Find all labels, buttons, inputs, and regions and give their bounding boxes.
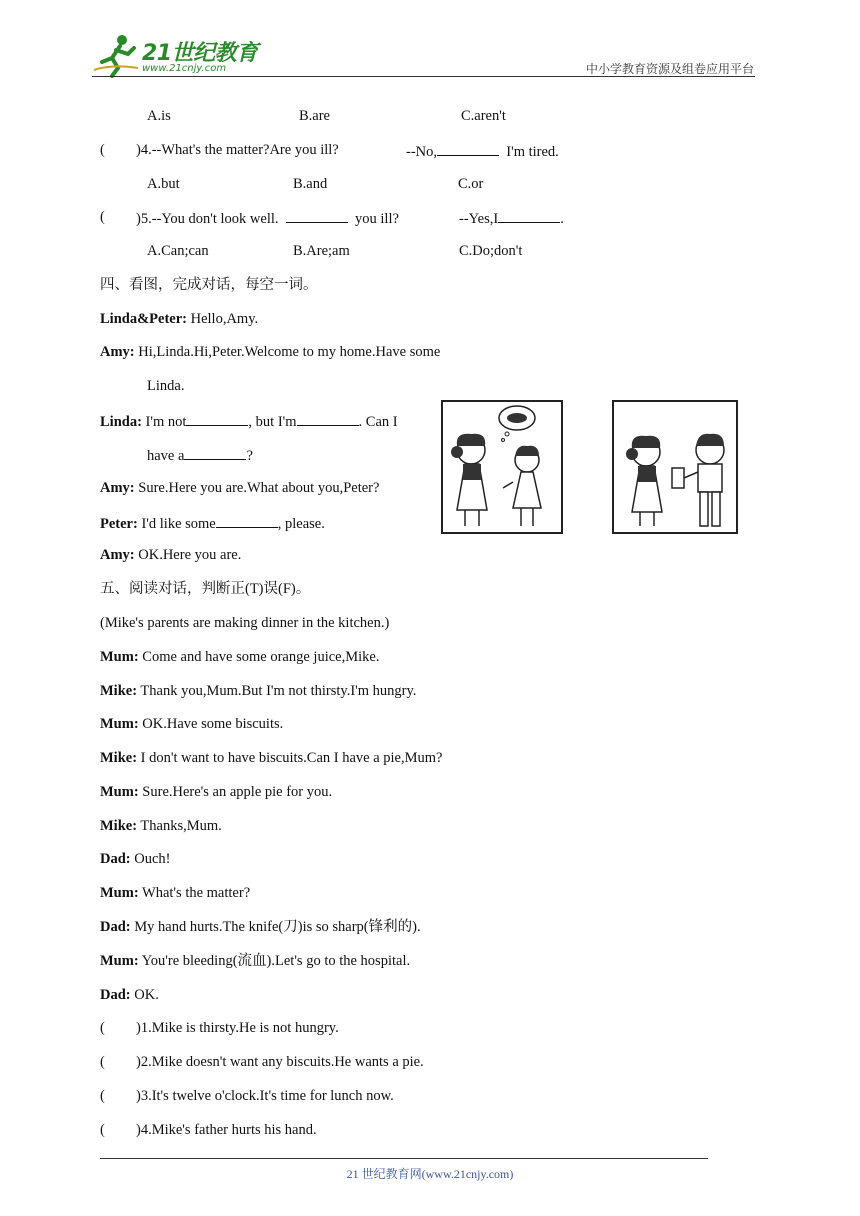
runner-logo-icon bbox=[92, 34, 140, 78]
blank-field[interactable] bbox=[184, 445, 246, 460]
dialog-text: OK.Have some biscuits. bbox=[138, 716, 284, 732]
q3-option-c: C.aren't bbox=[461, 108, 506, 124]
dialog-text: I don't want to have biscuits.Can I have a pie,Mum? bbox=[137, 750, 443, 766]
q5-blank-1[interactable] bbox=[286, 208, 348, 223]
dialog5-line-8 bbox=[100, 884, 250, 902]
speaker-label: Linda&Peter: bbox=[100, 311, 187, 327]
dialog5-line-6 bbox=[100, 817, 222, 835]
tf-q3-text: )3.It's twelve o'clock.It's time for lunch now. bbox=[136, 1088, 394, 1104]
illustration-girls-hungry bbox=[441, 400, 563, 534]
q3-option-b: B.are bbox=[299, 108, 330, 124]
dialog4-line-3 bbox=[100, 411, 398, 431]
q5-answer bbox=[459, 208, 564, 228]
dialog5-line-3 bbox=[100, 715, 283, 733]
dialog5-line-1 bbox=[100, 648, 379, 666]
speaker-label: Mum: bbox=[100, 649, 139, 665]
dialog-text: Thanks,Mum. bbox=[137, 818, 222, 834]
dialog-text: You're bleeding(流血).Let's go to the hospital. bbox=[138, 953, 411, 969]
logo-text: 21世纪教育 bbox=[142, 41, 258, 66]
dialog-text: Sure.Here's an apple pie for you. bbox=[138, 784, 333, 800]
speaker-label: Mum: bbox=[100, 885, 139, 901]
speaker-label: Dad: bbox=[100, 987, 131, 1003]
q5-question-mid: you ill? bbox=[355, 211, 399, 227]
dialog5-line-9 bbox=[100, 918, 421, 936]
dialog-text: Sure.Here you are.What about you,Peter? bbox=[134, 480, 380, 496]
q3-option-a: A.is bbox=[147, 108, 171, 124]
blank-field[interactable] bbox=[186, 411, 248, 426]
speaker-label: Dad: bbox=[100, 919, 131, 935]
speaker-label: Mike: bbox=[100, 683, 138, 699]
speaker-label: Mum: bbox=[100, 784, 139, 800]
dialog5-line-2 bbox=[100, 682, 416, 700]
speaker-label: Mike: bbox=[100, 750, 138, 766]
dialog-text: Hi,Linda.Hi,Peter.Welcome to my home.Have some bbox=[134, 344, 441, 360]
q4-question: )4.--What's the matter?Are you ill? bbox=[136, 142, 339, 158]
dialog-text: . Can I bbox=[358, 414, 398, 430]
speaker-label: Mum: bbox=[100, 716, 139, 732]
blank-field[interactable] bbox=[216, 513, 278, 528]
tf-q3-paren[interactable]: ( bbox=[100, 1088, 105, 1104]
dialog-text: have a bbox=[147, 448, 185, 464]
section5-intro: (Mike's parents are making dinner in the kitchen.) bbox=[100, 615, 390, 631]
dialog-text: Ouch! bbox=[130, 851, 171, 867]
q5-question-text: )5.--You don't look well. bbox=[136, 211, 279, 227]
section5-title: 五、阅读对话，判断正(T)误(F)。 bbox=[100, 581, 311, 597]
header-tagline: 中小学教育资源及组卷应用平台 bbox=[585, 62, 754, 76]
q4-paren: ( bbox=[100, 142, 105, 158]
speaker-label: Linda: bbox=[100, 414, 142, 430]
q5-blank-2[interactable] bbox=[498, 208, 560, 223]
q4-answer-post: I'm tired. bbox=[506, 144, 559, 160]
dialog4-line-6 bbox=[100, 546, 241, 564]
dialog5-line-7 bbox=[100, 850, 171, 868]
dialog5-line-4 bbox=[100, 749, 442, 767]
dialog4-line-2-cont: Linda. bbox=[147, 378, 185, 394]
dialog5-line-11 bbox=[100, 986, 159, 1004]
q4-blank[interactable] bbox=[437, 141, 499, 156]
q4-answer bbox=[406, 141, 559, 161]
dialog-text: OK. bbox=[130, 987, 159, 1003]
dialog-text: What's the matter? bbox=[138, 885, 251, 901]
dialog4-line-3-cont bbox=[147, 445, 253, 465]
footer-link[interactable]: 21 世纪教育网(www.21cnjy.com) bbox=[346, 1167, 514, 1181]
logo-url: www.21cnjy.com bbox=[142, 63, 227, 74]
illustration-girl-boy-drink bbox=[612, 400, 738, 534]
tf-q4-text: )4.Mike's father hurts his hand. bbox=[136, 1122, 317, 1138]
q5-answer-pre: --Yes,I bbox=[459, 211, 499, 227]
dialog5-line-10 bbox=[100, 952, 410, 970]
q5-paren: ( bbox=[100, 209, 105, 225]
q5-option-a: A.Can;can bbox=[147, 243, 209, 259]
dialog-text: Come and have some orange juice,Mike. bbox=[138, 649, 380, 665]
q5-question bbox=[136, 208, 399, 228]
tf-q2-text: )2.Mike doesn't want any biscuits.He wants a pie. bbox=[136, 1054, 424, 1070]
footer-divider bbox=[100, 1158, 708, 1159]
q5-answer-post: . bbox=[560, 211, 564, 227]
dialog4-line-2 bbox=[100, 343, 440, 361]
site-logo bbox=[92, 34, 262, 80]
dialog-text: , please. bbox=[277, 516, 325, 532]
dialog-text: Thank you,Mum.But I'm not thirsty.I'm hungry. bbox=[137, 683, 417, 699]
dialog-text: OK.Here you are. bbox=[134, 547, 242, 563]
dialog-text: I'm not bbox=[141, 414, 187, 430]
section4-title: 四、看图，完成对话，每空一词。 bbox=[100, 277, 318, 293]
dialog5-line-5 bbox=[100, 783, 332, 801]
tf-q4-paren[interactable]: ( bbox=[100, 1122, 105, 1138]
dialog4-line-4 bbox=[100, 479, 379, 497]
header-divider bbox=[92, 76, 755, 77]
speaker-label: Amy: bbox=[100, 344, 135, 360]
tf-q1-text: )1.Mike is thirsty.He is not hungry. bbox=[136, 1020, 339, 1036]
speaker-label: Dad: bbox=[100, 851, 131, 867]
dialog4-line-1 bbox=[100, 310, 258, 328]
q5-option-c: C.Do;don't bbox=[459, 243, 523, 259]
tf-q1-paren[interactable]: ( bbox=[100, 1020, 105, 1036]
dialog-text: ? bbox=[246, 448, 253, 464]
dialog-text: Hello,Amy. bbox=[186, 311, 259, 327]
tf-q2-paren[interactable]: ( bbox=[100, 1054, 105, 1070]
dialog-text: My hand hurts.The knife(刀)is so sharp(锋利的). bbox=[130, 919, 421, 935]
speaker-label: Amy: bbox=[100, 547, 135, 563]
speaker-label: Mum: bbox=[100, 953, 139, 969]
blank-field[interactable] bbox=[297, 411, 359, 426]
q4-option-b: B.and bbox=[293, 176, 328, 192]
dialog4-line-5 bbox=[100, 513, 325, 533]
girls-cartoon-icon bbox=[443, 402, 561, 532]
speaker-label: Amy: bbox=[100, 480, 135, 496]
dialog-text: , but I'm bbox=[248, 414, 297, 430]
speaker-label: Peter: bbox=[100, 516, 138, 532]
q4-option-a: A.but bbox=[147, 176, 180, 192]
speaker-label: Mike: bbox=[100, 818, 138, 834]
q4-option-c: C.or bbox=[458, 176, 484, 192]
q5-option-b: B.Are;am bbox=[293, 243, 350, 259]
girl-boy-cartoon-icon bbox=[614, 402, 736, 532]
dialog-text: I'd like some bbox=[137, 516, 216, 532]
q4-answer-pre: --No, bbox=[406, 144, 438, 160]
